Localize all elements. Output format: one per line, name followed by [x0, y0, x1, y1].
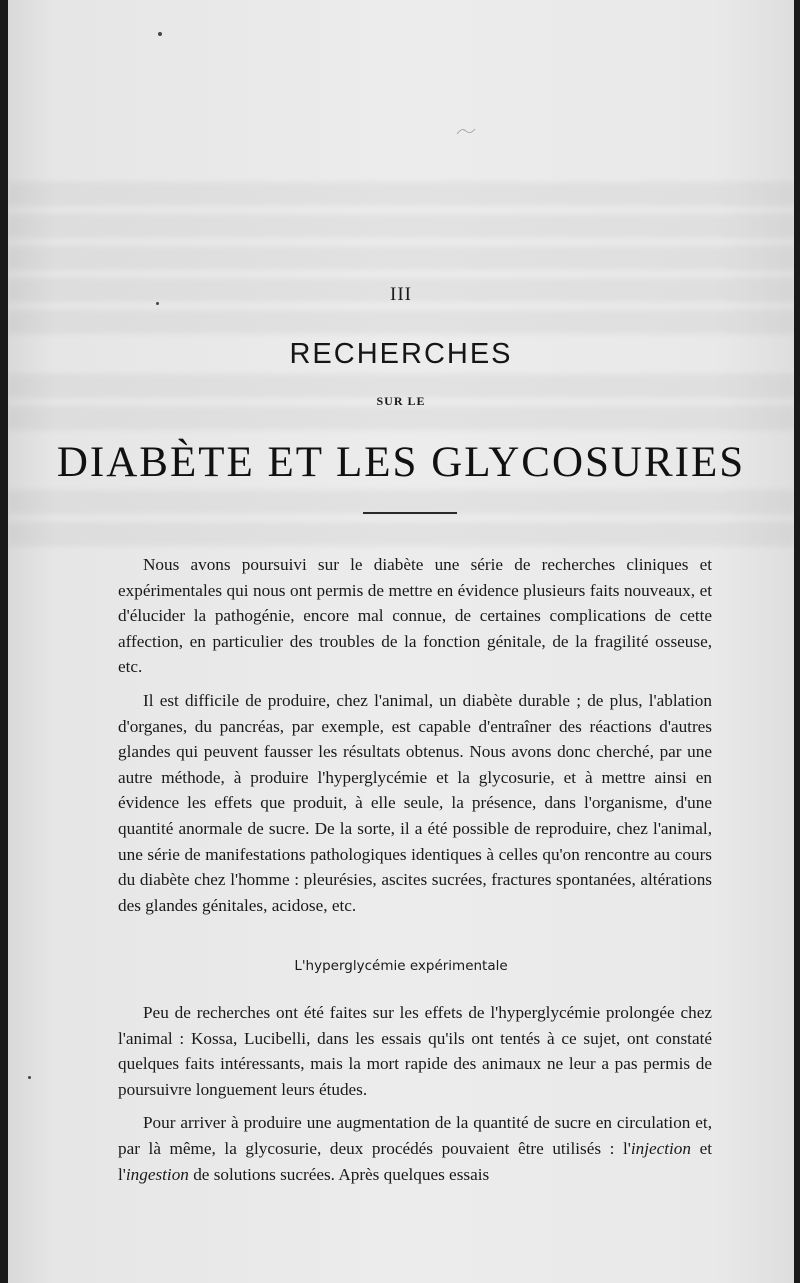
- italic-term: injection: [630, 1138, 691, 1158]
- paragraph: [118, 1110, 712, 1187]
- section-heading: L'hyperglycémie expérimentale: [294, 958, 508, 974]
- bleed-through-line: [8, 246, 794, 270]
- title-divider: [363, 512, 457, 514]
- main-heading: DIABÈTE ET LES GLYCOSURIES: [56, 439, 746, 486]
- page-title: RECHERCHES: [289, 338, 513, 370]
- text-run: et l': [118, 1138, 712, 1184]
- ink-speck: [28, 1076, 31, 1079]
- document-page: [8, 0, 794, 1283]
- text-run: Pour arriver à produire une augmentation de la quantité de sucre en circulation et, par là même, la glycosurie, deux procédés pouvaient être utilisés : l': [118, 1113, 712, 1158]
- bleed-through-line: [8, 490, 794, 514]
- pencil-mark: [456, 126, 476, 136]
- ink-speck: [158, 32, 162, 36]
- bleed-through-line: [8, 406, 794, 430]
- page-subtitle: SUR LE: [376, 394, 426, 408]
- text-run: de solutions sucrées. Après quelques essais: [188, 1164, 490, 1184]
- paragraph: Nous avons poursuivi sur le diabète une série de recherches cliniques et expérimentales qui nous ont permis de mettre en évidence plusieurs faits nouveaux, et d'élucider la pathogénie, encore mal connue, de certaines complications de cette affection, en particulier des troubles de la fonction génitale, de la fragilité osseuse, etc.: [118, 555, 712, 677]
- intro-text: [118, 552, 712, 926]
- chapter-number: III: [390, 284, 412, 305]
- bleed-through-line: [8, 182, 794, 206]
- paragraph: Peu de recherches ont été faites sur les effets de l'hyperglycémie prolongée chez l'animal : Kossa, Lucibelli, dans les essais qu'ils ont tentés à ce sujet, ont constaté quelques faits intéressants, mais la mort rapide des animaux ne leur a pas permis de poursuivre longuement leurs études.: [118, 1003, 712, 1099]
- italic-term: ingestion: [125, 1164, 189, 1184]
- bleed-through-line: [8, 310, 794, 334]
- section-text: [118, 1000, 712, 1195]
- paragraph: Il est difficile de produire, chez l'animal, un diabète durable ; de plus, l'ablation d'organes, du pancréas, par exemple, est capable d'entraîner des réactions d'autres glandes qui peuvent fausser les résultats obtenus. Nous avons donc cherché, par une autre méthode, à produire l'hyperglycémie et la glycosurie, et à mettre ainsi en évidence les effets que produit, à elle seule, la présence, dans l'organisme, d'une quantité anormale de sucre. De la sorte, il a été possible de reproduire, chez l'animal, une série de manifestations pathologiques identiques à celles qu'on rencontre au cours du diabète chez l'homme : pleurésies, ascites sucrées, fractures spontanées, altérations des glandes génitales, acidose, etc.: [118, 690, 712, 915]
- bleed-through-line: [8, 522, 794, 546]
- bleed-through-line: [8, 214, 794, 238]
